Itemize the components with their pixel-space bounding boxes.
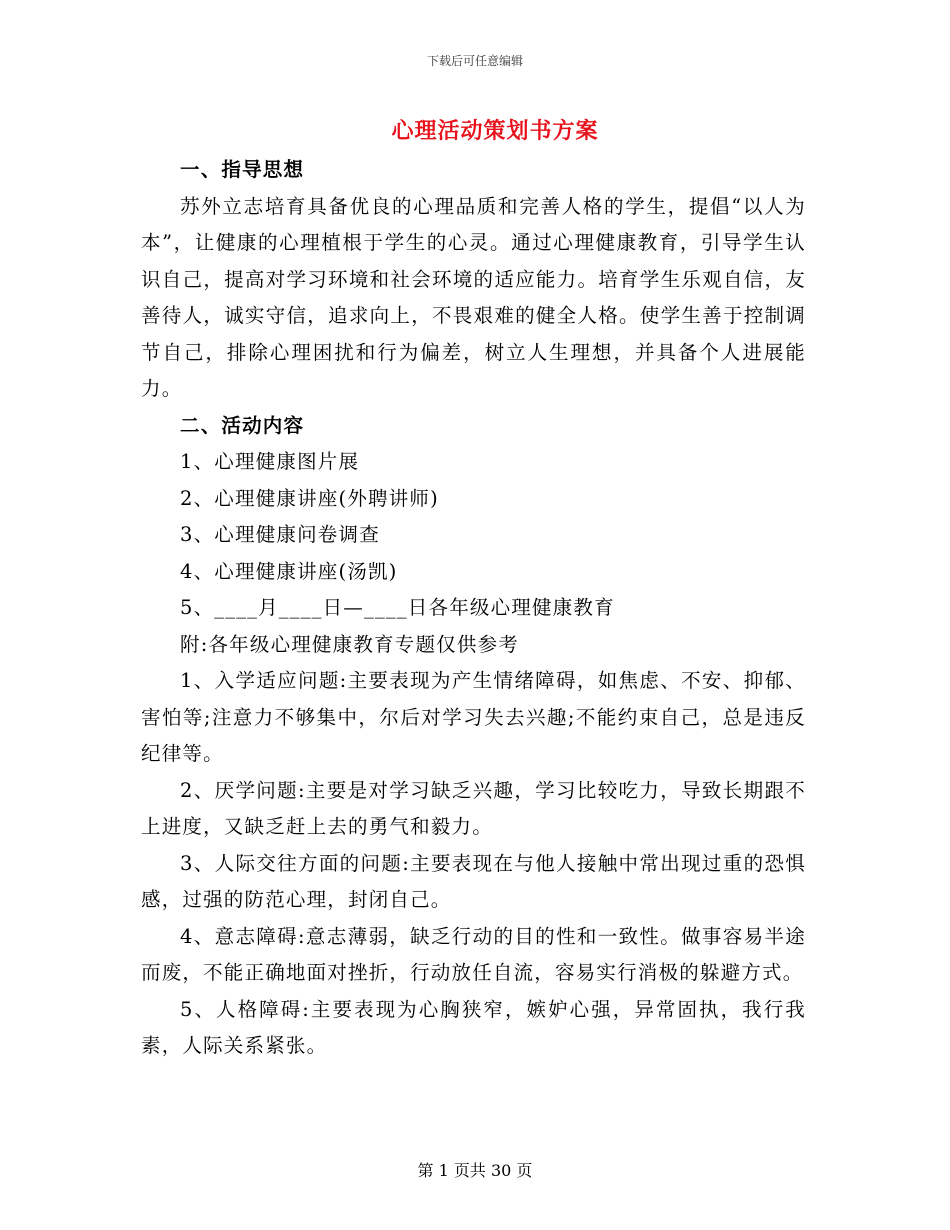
document-title: 心理活动策划书方案	[391, 118, 599, 144]
topic-willpower: 4、意志障碍:意志薄弱，缺乏行动的目的性和一致性。做事容易半途而废，不能正确地面对挫折，行动放任自流，容易实行消极的躲避方式。	[141, 924, 806, 984]
list-item-picture-exhibition: 1、心理健康图片展	[180, 450, 360, 473]
topic-personality: 5、人格障碍:主要表现为心胸狭窄，嫉妒心强，异常固执，我行我素，人际关系紧张。	[141, 997, 806, 1057]
appendix-note: 附:各年级心理健康教育专题仅供参考	[180, 632, 519, 656]
document-body	[141, 152, 806, 1065]
topic-interpersonal: 3、人际交往方面的问题:主要表现在与他人接触中常出现过重的恐惧感，过强的防范心理，封闭自己。	[141, 851, 806, 911]
list-item-questionnaire: 3、心理健康问卷调查	[180, 523, 380, 546]
topic-school-aversion: 2、厌学问题:主要是对学习缺乏兴趣，学习比较吃力，导致长期跟不上进度，又缺乏赶上去的勇气和毅力。	[141, 778, 806, 838]
list-item-lecture-tangkai: 4、心理健康讲座(汤凯)	[180, 559, 398, 583]
paragraph-guiding-ideology: 苏外立志培育具备优良的心理品质和完善人格的学生，提倡“以人为本”，让健康的心理植根于学生的心灵。通过心理健康教育，引导学生认识自己，提高对学习环境和社会环境的适应能力。培育学生乐观自信，友善待人，诚实守信，追求向上，不畏艰难的健全人格。使学生善于控制调节自己，排除心理困扰和行为偏差，树立人生理想，并具备个人进展能力。	[141, 194, 806, 400]
topic-enrollment-adaptation: 1、入学适应问题:主要表现为产生情绪障碍，如焦虑、不安、抑郁、害怕等;注意力不够集中，尔后对学习失去兴趣;不能约束自己，总是违反纪律等。	[141, 669, 806, 765]
page-footer: 第 1 页共 30 页	[417, 1161, 533, 1180]
list-item-grade-education: 5、____月____日—____日各年级心理健康教育	[180, 596, 615, 619]
header-note: 下载后可任意编辑	[426, 54, 523, 68]
section-heading-guiding-ideology: 一、指导思想	[180, 158, 305, 181]
section-heading-activity-content: 二、活动内容	[180, 413, 305, 437]
list-item-lecture-external: 2、心理健康讲座(外聘讲师)	[180, 486, 439, 510]
